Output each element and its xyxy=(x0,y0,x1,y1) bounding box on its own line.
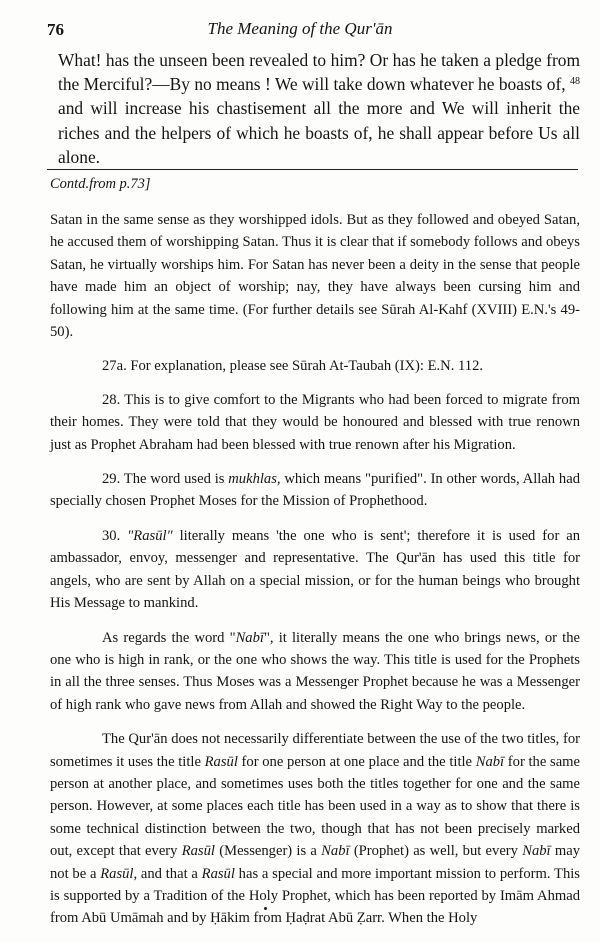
italic-term: "Rasūl" xyxy=(127,527,173,544)
footnote-separator xyxy=(47,169,578,170)
footnote-marker: 48 xyxy=(570,76,580,88)
note-number: 30. xyxy=(102,527,128,544)
italic-term: Rasūl xyxy=(201,865,235,882)
note-text: The Qur'ān does not necessarily differentiate between the use of the two titles, for sometimes it uses the title xyxy=(50,731,580,770)
note-text: 29. The word used is xyxy=(102,471,229,488)
note-text: (Messenger) is a xyxy=(214,843,322,860)
note-text: ", it literally means the one who brings news, or the one who is high in rank, or the one who shows the way. This title is used for the Prophets in all the three senses. Thus Moses was a Messenger Prophet because he was a Messenger of high rank who gave news from Allah and showed the Right Way to the people. xyxy=(50,629,580,713)
italic-term: Rasūl, xyxy=(100,865,138,882)
italic-term: Nabī xyxy=(475,753,505,770)
page-number: 76 xyxy=(47,20,64,39)
note-paragraph-satan: Satan in the same sense as they worshipped idols. But as they followed and obeyed Satan, he accused them of worshipping Satan. Thus it is clear that if somebody follows and obeys Satan, he virtually worships him. For Satan has never been a deity in the sense that people have made him an object of worship; nay, they have always been cursing him and following him at the same time. (For further details see Sūrah Al-Kahf (XVIII) E.N.'s 49-50). xyxy=(50,212,580,341)
note-text: , which means "purified". In other words, Allah had specially chosen Prophet Moses for the Mission of Prophethood. xyxy=(50,471,581,510)
note-text: for the same person at another place, and sometimes uses both the titles together for one and the same person. However, at some places each title has been used in a way as to show that there is some technical distinction between the two, though that has not been precisely marked out, except that every xyxy=(50,753,580,860)
italic-term: Rasūl xyxy=(181,843,215,860)
italic-term: Rasūl xyxy=(204,753,238,770)
note-30 xyxy=(50,525,580,615)
italic-term: Nabī xyxy=(321,843,350,860)
note-text: (Prophet) as well, but every xyxy=(349,843,523,860)
verse-text: and will increase his chastisement all the more and We will inherit the riches and the helpers of which he boasts of, he shall appear before Us all alone. xyxy=(58,98,580,167)
running-title: The Meaning of the Qur'ān xyxy=(207,19,393,38)
note-text: As regards the word " xyxy=(102,629,236,646)
verse-text: What! has the unseen been revealed to him? Or has he taken a pledge from the Merciful?—By no means ! We will take down whatever he boasts of, xyxy=(58,50,580,95)
italic-term: Nabī xyxy=(522,843,551,860)
note-text: has a special and more important mission to perform. This is supported by a Tradition of the Holy Prophet, which has been reported by Imām Ahmad from Abū Umāmah and by Ḥākim from Ḥaḍrat Abū Ẓarr. When the Holy xyxy=(50,865,580,927)
note-paragraph-quran xyxy=(50,728,580,930)
print-speck xyxy=(264,907,267,910)
note-29 xyxy=(50,468,580,513)
italic-term: mukhlas xyxy=(228,471,277,488)
note-text: and that a xyxy=(137,865,202,882)
explanatory-notes xyxy=(50,209,580,942)
note-28: 28. This is to give comfort to the Migrants who had been forced to migrate from their homes. They were told that they would be honoured and blessed with true renown just as Prophet Abraham had been blessed with true renown after his Migration. xyxy=(50,391,580,453)
continuation-label: Contd.from p.73] xyxy=(50,176,151,192)
note-text: literally means 'the one who is sent'; therefore it is used for an ambassador, envoy, messenger and representative. The Qur'ān has used this title for angels, who are sent by Allah on a special mission, or for the human beings who brought His Message to mankind. xyxy=(50,527,580,612)
note-text: may not be a xyxy=(50,843,581,882)
italic-term: Nabī xyxy=(235,629,264,646)
note-27a: 27a. For explanation, please see Sūrah At-Taubah (IX): E.N. 112. xyxy=(102,358,484,375)
verse-translation xyxy=(58,48,580,169)
note-text: for one person at one place and the title xyxy=(237,753,476,770)
note-paragraph-nabi xyxy=(50,627,580,717)
